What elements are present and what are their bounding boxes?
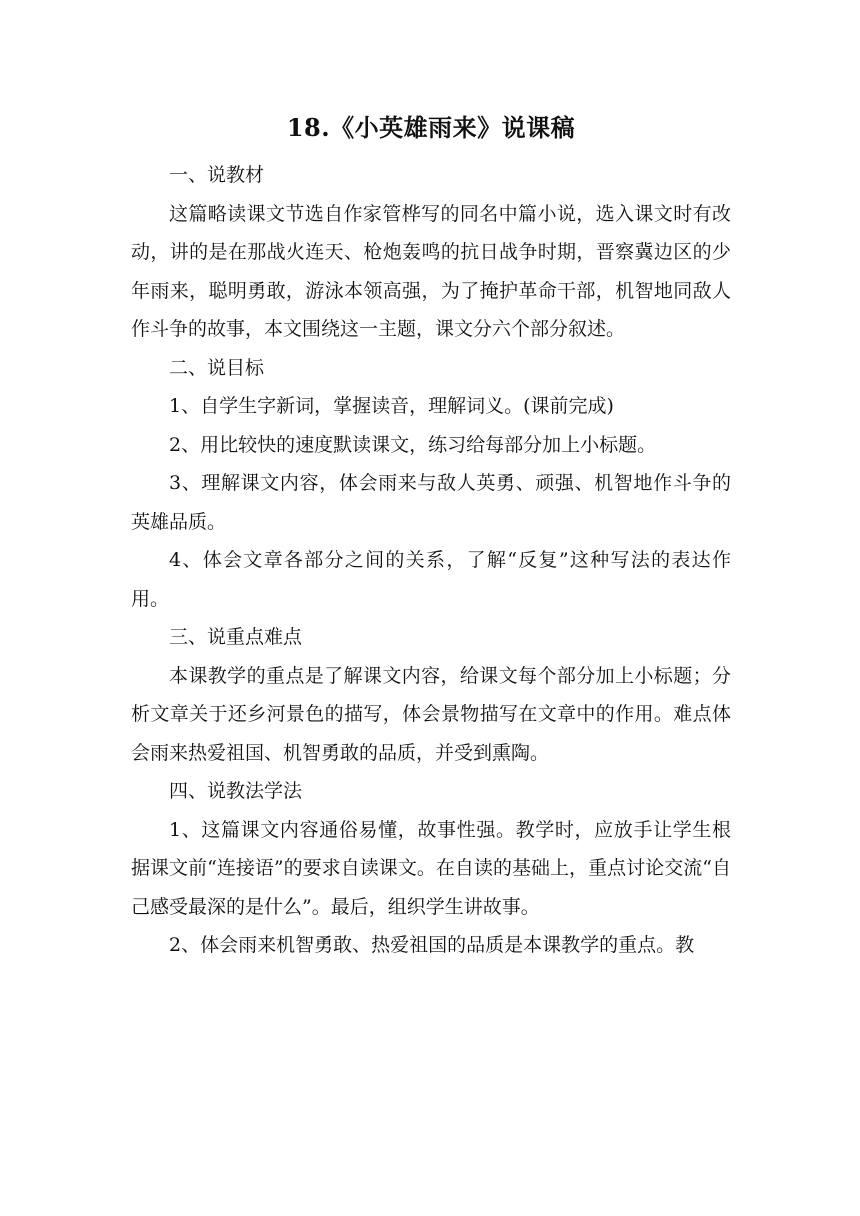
method-item-1: 1、这篇课文内容通俗易懂，故事性强。教学时，应放手让学生根据课文前“连接语”的要求自读课文。在自读的基础上，重点讨论交流“自己感受最深的是什么”。最后，组织学生讲故事。 — [131, 818, 731, 918]
section-heading-textbook: 一、说教材 — [169, 164, 265, 186]
method-item-2: 2、体会雨来机智勇敢、热爱祖国的品质是本课教学的重点。教 — [169, 934, 695, 956]
section-heading-methods: 四、说教法学法 — [169, 780, 303, 802]
section-heading-goals: 二、说目标 — [169, 356, 265, 379]
paragraph-key-points: 本课教学的重点是了解课文内容，给课文每个部分加上小标题；分析文章关于还乡河景色的描写，体会景物描写在文章中的作用。难点体会雨来热爱祖国、机智勇敢的品质，并受到熏陶。 — [131, 664, 731, 764]
goal-item-3: 3、理解课文内容，体会雨来与敌人英勇、顽强、机智地作斗争的英雄品质。 — [131, 472, 731, 533]
goal-item-2: 2、用比较快的速度默读课文，练习给每部分加上小标题。 — [169, 433, 657, 456]
goal-item-4: 4、体会文章各部分之间的关系，了解“反复”这种写法的表达作用。 — [131, 549, 731, 610]
document-page — [131, 110, 731, 965]
document-title: 18.《小英雄雨来》说课稿 — [286, 113, 576, 142]
section-heading-key-points: 三、说重点难点 — [169, 626, 303, 648]
paragraph-textbook-intro: 这篇略读课文节选自作家管桦写的同名中篇小说，选入课文时有改动，讲的是在那战火连天、枪炮轰鸣的抗日战争时期，晋察冀边区的少年雨来，聪明勇敢，游泳本领高强，为了掩护革命干部，机智地同敌人作斗争的故事，本文围绕这一主题，课文分六个部分叙述。 — [131, 202, 731, 340]
goal-item-1: 1、自学生字新词，掌握读音，理解词义。(课前完成) — [169, 395, 614, 417]
